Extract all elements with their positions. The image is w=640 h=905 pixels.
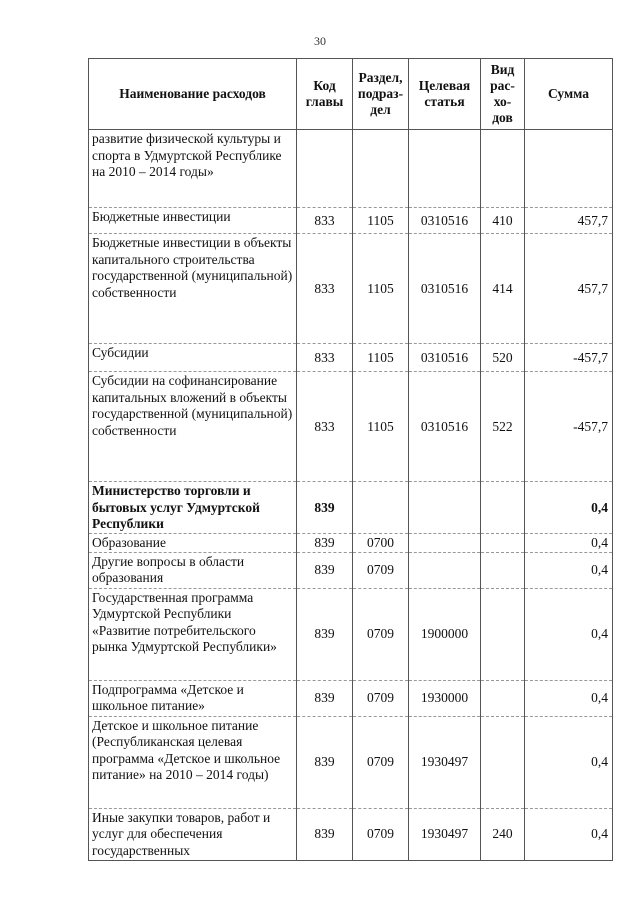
cell-name: развитие физической культуры и спорта в Удмуртской Республике на 2010 – 2014 годы» <box>89 130 297 208</box>
cell-target: 0310516 <box>409 208 481 234</box>
cell-type <box>481 130 525 208</box>
cell-section <box>353 130 409 208</box>
header-sum: Сумма <box>525 59 613 130</box>
cell-name: Другие вопросы в области образования <box>89 552 297 588</box>
cell-target <box>409 552 481 588</box>
header-name: Наименование расходов <box>89 59 297 130</box>
table-row <box>89 208 613 234</box>
cell-name: Бюджетные инвестиции в объекты капитального строительства государственной (муниципальной) собственности <box>89 234 297 344</box>
table-row <box>89 680 613 716</box>
cell-type: 240 <box>481 808 525 860</box>
cell-section: 0709 <box>353 588 409 680</box>
cell-code: 839 <box>297 588 353 680</box>
cell-type <box>481 716 525 808</box>
cell-sum: -457,7 <box>525 344 613 372</box>
cell-section: 0709 <box>353 808 409 860</box>
cell-target: 1930497 <box>409 808 481 860</box>
cell-type <box>481 482 525 534</box>
cell-type: 522 <box>481 372 525 482</box>
table-row <box>89 372 613 482</box>
cell-section: 0709 <box>353 716 409 808</box>
cell-type <box>481 588 525 680</box>
cell-section: 1105 <box>353 372 409 482</box>
cell-target <box>409 130 481 208</box>
cell-sum: 0,4 <box>525 716 613 808</box>
cell-name: Субсидии на софинансирование капитальных вложений в объекты государственной (муниципальной) собственности <box>89 372 297 482</box>
cell-sum: 0,4 <box>525 680 613 716</box>
cell-code: 833 <box>297 208 353 234</box>
cell-sum: 0,4 <box>525 588 613 680</box>
cell-section: 1105 <box>353 344 409 372</box>
cell-code: 833 <box>297 344 353 372</box>
cell-name: Бюджетные инвестиции <box>89 208 297 234</box>
header-target: Целевая статья <box>409 59 481 130</box>
header-code: Код главы <box>297 59 353 130</box>
cell-code: 839 <box>297 680 353 716</box>
cell-sum: 457,7 <box>525 234 613 344</box>
table-row <box>89 808 613 860</box>
cell-name: Субсидии <box>89 344 297 372</box>
cell-type <box>481 680 525 716</box>
cell-section: 0709 <box>353 552 409 588</box>
cell-target: 1900000 <box>409 588 481 680</box>
cell-sum: 0,4 <box>525 482 613 534</box>
cell-sum: 457,7 <box>525 208 613 234</box>
budget-table <box>88 58 613 861</box>
header-type: Вид рас-хо-дов <box>481 59 525 130</box>
header-section: Раздел, подраз-дел <box>353 59 409 130</box>
cell-name: Подпрограмма «Детское и школьное питание» <box>89 680 297 716</box>
cell-name: Министерство торговли и бытовых услуг Удмуртской Республики <box>89 482 297 534</box>
cell-type: 520 <box>481 344 525 372</box>
table-row <box>89 482 613 534</box>
cell-target: 1930497 <box>409 716 481 808</box>
table-row <box>89 588 613 680</box>
cell-code: 839 <box>297 716 353 808</box>
cell-type: 410 <box>481 208 525 234</box>
table-row <box>89 130 613 208</box>
cell-section: 0709 <box>353 680 409 716</box>
cell-type <box>481 552 525 588</box>
table-header-row <box>89 59 613 130</box>
cell-section <box>353 482 409 534</box>
table-row <box>89 344 613 372</box>
table-row <box>89 234 613 344</box>
cell-name: Детское и школьное питание (Республиканская целевая программа «Детское и школьное питание» на 2010 – 2014 годы) <box>89 716 297 808</box>
table-row <box>89 534 613 553</box>
cell-target: 0310516 <box>409 372 481 482</box>
cell-sum: 0,4 <box>525 808 613 860</box>
cell-section: 0700 <box>353 534 409 553</box>
cell-sum <box>525 130 613 208</box>
cell-code: 839 <box>297 482 353 534</box>
cell-name: Иные закупки товаров, работ и услуг для обеспечения государственных <box>89 808 297 860</box>
cell-code: 839 <box>297 552 353 588</box>
cell-code: 833 <box>297 234 353 344</box>
cell-sum: -457,7 <box>525 372 613 482</box>
cell-sum: 0,4 <box>525 552 613 588</box>
table-row <box>89 552 613 588</box>
cell-sum: 0,4 <box>525 534 613 553</box>
cell-target: 0310516 <box>409 234 481 344</box>
cell-section: 1105 <box>353 208 409 234</box>
cell-type <box>481 534 525 553</box>
cell-code <box>297 130 353 208</box>
table-row <box>89 716 613 808</box>
cell-code: 839 <box>297 808 353 860</box>
cell-target <box>409 482 481 534</box>
cell-target: 1930000 <box>409 680 481 716</box>
cell-name: Образование <box>89 534 297 553</box>
cell-code: 833 <box>297 372 353 482</box>
cell-type: 414 <box>481 234 525 344</box>
cell-target <box>409 534 481 553</box>
cell-code: 839 <box>297 534 353 553</box>
page-number: 30 <box>314 34 326 48</box>
cell-section: 1105 <box>353 234 409 344</box>
cell-target: 0310516 <box>409 344 481 372</box>
cell-name: Государственная программа Удмуртской Республики «Развитие потребительского рынка Удмуртской Республики» <box>89 588 297 680</box>
